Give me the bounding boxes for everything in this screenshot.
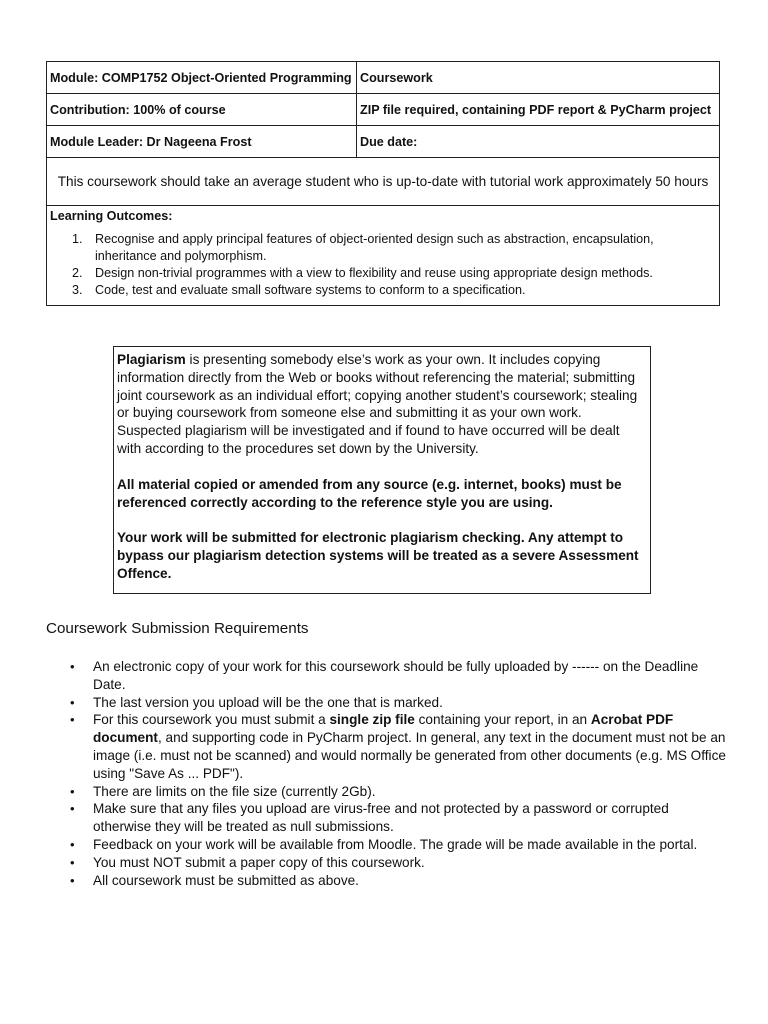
- due-date-cell: Due date:: [357, 126, 720, 158]
- requirement-all-submitted: All coursework must be submitted as above.: [93, 872, 359, 888]
- requirement-item: [46, 783, 726, 801]
- requirement-pdf-emphasis: Acrobat PDF document: [93, 712, 674, 746]
- module-info-table: [46, 61, 720, 306]
- requirement-zip-emphasis: single zip file: [329, 712, 415, 728]
- requirement-no-paper: You must NOT submit a paper copy of this coursework.: [93, 854, 425, 870]
- plagiarism-notice-box: [113, 346, 651, 594]
- bullet-icon: •: [70, 801, 75, 817]
- outcome-text: Recognise and apply principal features of object-oriented design such as abstraction, encapsulation, inheritance and polymorphism.: [95, 232, 654, 263]
- requirement-item: [46, 800, 726, 836]
- plagiarism-definition: [117, 351, 647, 458]
- requirement-item: [46, 658, 726, 694]
- bullet-icon: •: [70, 694, 75, 710]
- workload-cell: This coursework should take an average student who is up-to-date with tutorial work approximately 50 hours: [47, 158, 720, 206]
- bullet-icon: •: [70, 836, 75, 852]
- bullet-icon: •: [70, 854, 75, 870]
- assessment-type-cell: Coursework: [357, 62, 720, 94]
- contribution-cell: Contribution: 100% of course: [47, 94, 357, 126]
- learning-outcomes-title: Learning Outcomes:: [50, 209, 173, 223]
- bullet-icon: •: [70, 783, 75, 799]
- learning-outcomes-cell: [47, 206, 720, 306]
- requirement-virus-free: Make sure that any files you upload are virus-free and not protected by a password or corrupted otherwise they will be treated as null submissions.: [93, 801, 669, 835]
- requirement-upload: An electronic copy of your work for this coursework should be fully uploaded by ------ on the Deadline Date.: [93, 659, 699, 692]
- plagiarism-term: Plagiarism: [117, 352, 186, 367]
- requirement-feedback: Feedback on your work will be available from Moodle. The grade will be made available in the portal.: [93, 836, 698, 852]
- outcome-text: Design non-trivial programmes with a view to flexibility and reuse using appropriate design methods.: [95, 266, 653, 280]
- requirement-last-version: The last version you upload will be the one that is marked.: [93, 694, 443, 710]
- requirements-list: [46, 658, 726, 889]
- requirements-heading: Coursework Submission Requirements: [46, 620, 309, 637]
- requirement-item: [46, 872, 726, 890]
- requirement-item: [46, 694, 726, 712]
- outcome-number: 3.: [72, 283, 83, 297]
- bullet-icon: •: [70, 712, 75, 728]
- plagiarism-definition-text: is presenting somebody else’s work as your own. It includes copying information directly from the Web or books without referencing the material; submitting joint coursework as an individual effort; copying another student’s coursework; stealing or buying coursework from someone else and submitting it as your own work. Suspected plagiarism will be investigated and if found to have occurred will be dealt with according to the procedures set down by the University.: [117, 352, 638, 456]
- learning-outcome-item: [50, 231, 716, 265]
- learning-outcomes-list: [50, 231, 716, 299]
- outcome-text: Code, test and evaluate small software systems to conform to a specification.: [95, 283, 526, 297]
- referencing-notice: All material copied or amended from any source (e.g. internet, books) must be referenced correctly according to the reference style you are using.: [117, 476, 622, 510]
- requirement-item: [46, 836, 726, 854]
- requirement-zip-text: For this coursework you must submit a: [93, 712, 330, 728]
- learning-outcome-item: [50, 265, 716, 282]
- requirement-item: [46, 854, 726, 872]
- requirement-item: [46, 711, 726, 782]
- requirement-zip-text: , and supporting code in PyCharm project. In general, any text in the document must not be an image (i.e. must not be scanned) and would normally be generated from other documents (e.g. MS Office using "Save As ... PDF").: [93, 730, 726, 781]
- bullet-icon: •: [70, 659, 75, 674]
- module-cell: Module: COMP1752 Object-Oriented Programming: [47, 62, 357, 94]
- submission-format-cell: ZIP file required, containing PDF report & PyCharm project: [357, 94, 720, 126]
- bullet-icon: •: [70, 872, 75, 888]
- plagiarism-checking-notice: Your work will be submitted for electronic plagiarism checking. Any attempt to bypass our plagiarism detection systems will be treated as a severe Assessment Offence.: [117, 530, 639, 581]
- module-leader-cell: Module Leader: Dr Nageena Frost: [47, 126, 357, 158]
- requirement-file-size: There are limits on the file size (currently 2Gb).: [93, 783, 376, 799]
- requirement-zip-text: containing your report, in an: [414, 712, 591, 728]
- outcome-number: 1.: [72, 232, 83, 246]
- learning-outcome-item: [50, 282, 716, 299]
- outcome-number: 2.: [72, 266, 83, 280]
